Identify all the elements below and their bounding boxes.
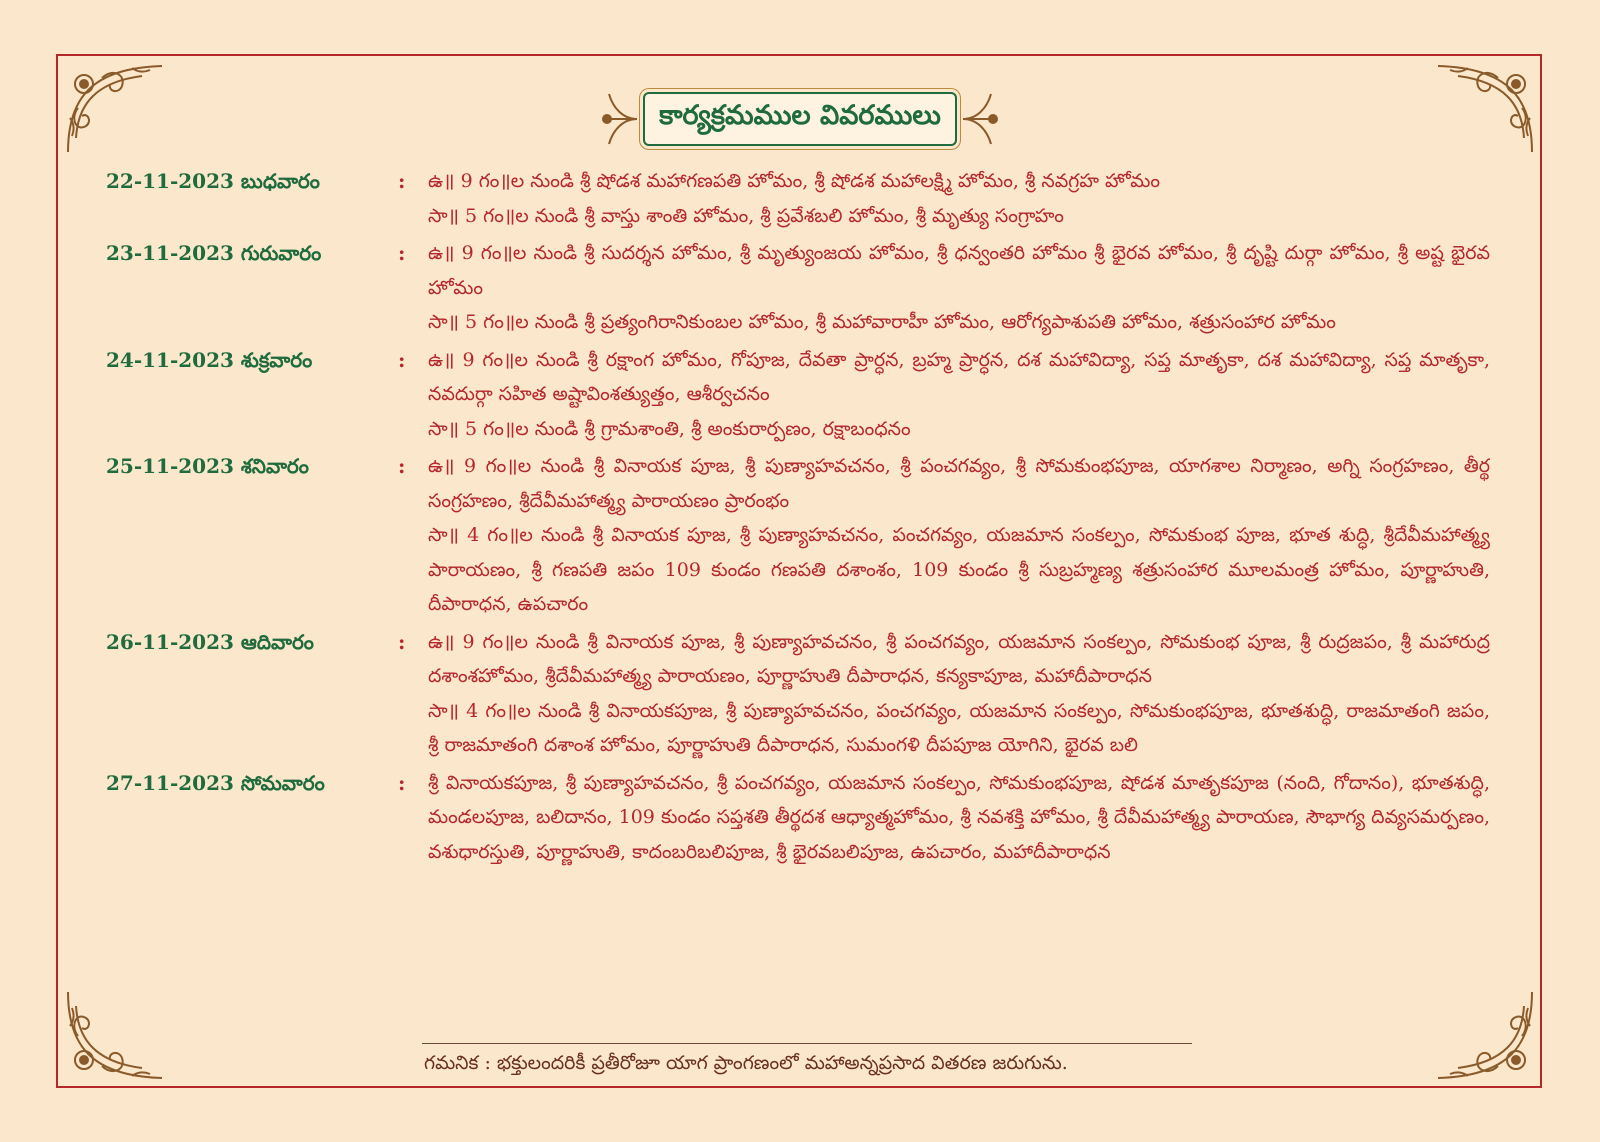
separator: : xyxy=(398,454,406,478)
day-date: 26-11-2023 ఆదివారం xyxy=(106,629,314,654)
separator: : xyxy=(398,241,406,265)
day-date: 27-11-2023 సోమవారం xyxy=(106,770,325,795)
separator: : xyxy=(398,770,406,795)
schedule-day xyxy=(106,236,1490,340)
day-events xyxy=(428,343,1490,447)
separator: : xyxy=(398,169,406,193)
footer-note: గమనిక : భక్తులందరికీ ప్రతీరోజూ యాగ ప్రాంగణంలో మహాఅన్నప్రసాద వితరణ జరుగును. xyxy=(424,1052,1068,1074)
schedule-day xyxy=(106,766,1490,870)
day-date: 22-11-2023 బుధవారం xyxy=(106,169,320,193)
event-line: శ్రీ వినాయకపూజ, శ్రీ పుణ్యాహవచనం, శ్రీ పంచగవ్యం, యజమాన సంకల్పం, సోమకుంభపూజ, షోడశ మాతృకపూజ (నంది, గోదానం), భూతశుద్ధి, మండలపూజ, బలిదానం, 109 కుండం సప్తశతి తీర్థదశ ఆధ్యాత్మహోమం, శ్రీ నవశక్తి హోమం, శ్రీ దేవీమహాత్మ్య పారాయణ, సౌభాగ్య దివ్యసమర్పణం, వశుధారస్తుతి, పూర్ణాహుతి, కాదంబరిబలిపూజ, శ్రీ భైరవబలిపూజ, ఉపచారం, మహాదీపారాధన xyxy=(428,771,1490,863)
day-events xyxy=(428,449,1490,622)
event-line: ఉ॥ 9 గం॥ల నుండి శ్రీ రక్షాంగ హోమం, గోపూజ, దేవతా ప్రార్ధన, బ్రహ్మ ప్రార్ధన, దశ మహావిద్యా, సప్త మాతృకా, దశ మహావిద్యా, సప్త మాతృకా, నవదుర్గా సహిత అష్టావింశత్యుత్తం, ఆశీర్వచనం xyxy=(428,348,1490,405)
event-line: ఉ॥ 9 గం॥ల నుండి శ్రీ సుదర్శన హోమం, శ్రీ మృత్యుంజయ హోమం, శ్రీ ధన్వంతరి హోమం శ్రీ భైరవ హోమం, శ్రీ దృష్టి దుర్గా హోమం, శ్రీ అష్ట భైరవ హోమం xyxy=(428,242,1490,299)
schedule-day xyxy=(106,449,1490,622)
corner-ornament-icon xyxy=(1428,58,1538,158)
event-line: సా॥ 5 గం॥ల నుండి శ్రీ గ్రామశాంతి, శ్రీ అంకురార్పణం, రక్షాబంధనం xyxy=(428,417,911,440)
event-line: ఉ॥ 9 గం॥ల నుండి శ్రీ షోడశ మహాగణపతి హోమం, శ్రీ షోడశ మహాలక్ష్మి హోమం, శ్రీ నవగ్రహ హోమం xyxy=(428,170,1161,192)
title-flourish-icon xyxy=(599,88,639,150)
schedule-day xyxy=(106,164,1490,233)
separator: : xyxy=(398,347,406,372)
event-line: సా॥ 4 గం॥ల నుండి శ్రీ వినాయకపూజ, శ్రీ పుణ్యాహవచనం, పంచగవ్యం, యజమాన సంకల్పం, సోమకుంభపూజ, భూతశుద్ధి, రాజమాతంగి జపం, శ్రీ రాజమాతంగి దశాంశ హోమం, పూర్ణాహుతి దీపారాధన, సుమంగళి దీపపూజ యోగిని, భైరవ బలి xyxy=(428,699,1490,756)
event-line: ఉ॥ 9 గం॥ల నుండి శ్రీ వినాయక పూజ, శ్రీ పుణ్యాహవచనం, శ్రీ పంచగవ్యం, యజమాన సంకల్పం, సోమకుంభ పూజ, శ్రీ రుద్రజపం, శ్రీ మహారుద్ర దశాంశహోమం, శ్రీదేవీమహాత్మ్య పారాయణం, పూర్ణాహుతి దీపారాధన, కన్యకాపూజ, మహాదీపారాధన xyxy=(428,630,1490,687)
title-banner xyxy=(590,88,1010,150)
day-date: 24-11-2023 శుక్రవారం xyxy=(106,347,313,372)
title-flourish-icon xyxy=(961,88,1001,150)
day-events xyxy=(428,236,1490,340)
event-line: ఉ॥ 9 గం॥ల నుండి శ్రీ వినాయక పూజ, శ్రీ పుణ్యాహవచనం, శ్రీ పంచగవ్యం, శ్రీ సోమకుంభపూజ, యాగశాల నిర్మాణం, అగ్ని సంగ్రహణం, తీర్థ సంగ్రహణం, శ్రీదేవీమహాత్మ్య పారాయణం ప్రారంభం xyxy=(428,455,1490,512)
event-line: సా॥ 4 గం॥ల నుండి శ్రీ వినాయక పూజ, శ్రీ పుణ్యాహవచనం, పంచగవ్యం, యజమాన సంకల్పం, సోమకుంభ పూజ, భూత శుద్ధి, శ్రీదేవీమహాత్మ్య పారాయణం, శ్రీ గణపతి జపం 109 కుండం గణపతి దశాంశం, 109 కుండం శ్రీ సుబ్రహ్మణ్య శత్రుసంహార మూలమంత్ర హోమం, పూర్ణాహుతి, దీపారాధన, ఉపచారం xyxy=(428,524,1490,615)
day-events xyxy=(428,164,1490,233)
corner-ornament-icon xyxy=(1428,986,1538,1086)
corner-ornament-icon xyxy=(62,58,172,158)
event-line: సా॥ 5 గం॥ల నుండి శ్రీ వాస్తు శాంతి హోమం, శ్రీ ప్రవేశబలి హోమం, శ్రీ మృత్యు సంగ్రాహం xyxy=(428,204,1064,227)
page-title: కార్యక్రమముల వివరములు xyxy=(643,92,957,146)
day-date: 23-11-2023 గురువారం xyxy=(106,241,322,265)
day-date: 25-11-2023 శనివారం xyxy=(106,454,309,478)
event-line: సా॥ 5 గం॥ల నుండి శ్రీ ప్రత్యంగిరానికుంబల హోమం, శ్రీ మహావారాహీ హోమం, ఆరోగ్యపాశుపతి హోమం, శత్రుసంహార హోమం xyxy=(428,311,1336,333)
note-divider xyxy=(422,1043,1192,1044)
schedule-list xyxy=(106,164,1490,872)
schedule-day xyxy=(106,343,1490,447)
day-events xyxy=(428,625,1490,763)
day-events xyxy=(428,766,1490,870)
corner-ornament-icon xyxy=(62,986,172,1086)
separator: : xyxy=(398,629,406,654)
schedule-day xyxy=(106,625,1490,763)
